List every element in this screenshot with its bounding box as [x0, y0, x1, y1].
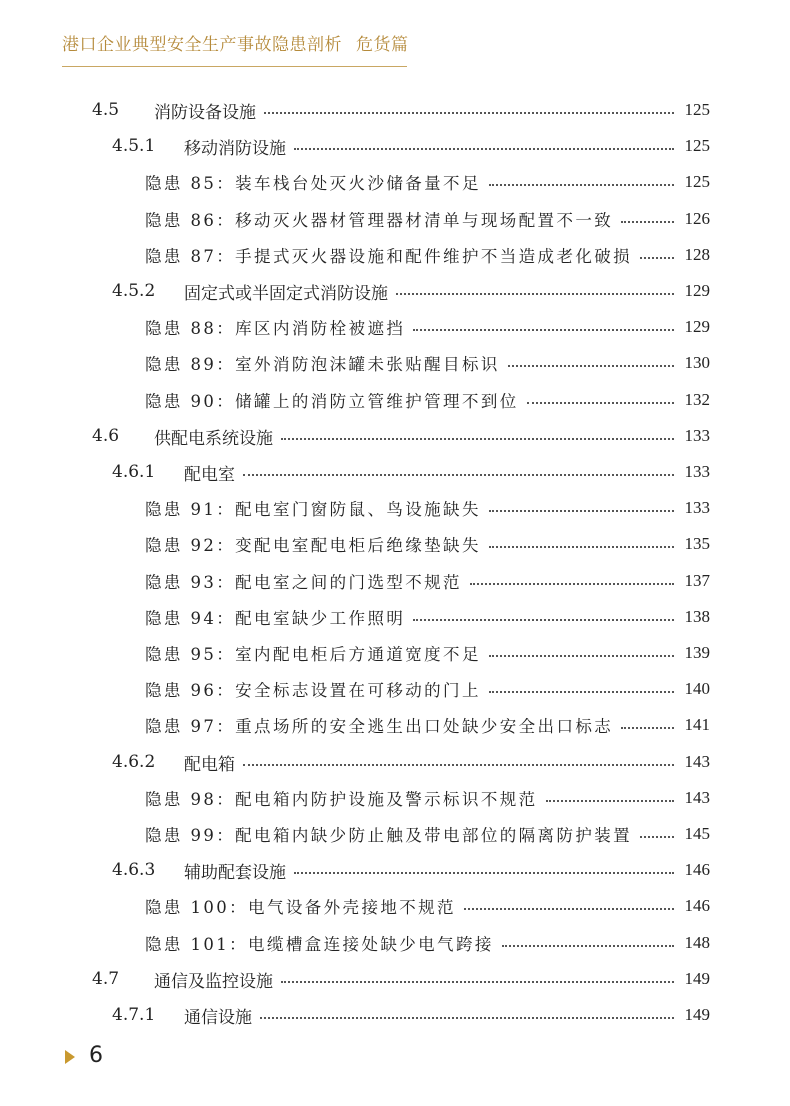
entry-title: 隐患 94：配电室缺少工作照明 — [145, 609, 406, 628]
entry-title: 配电箱 — [184, 754, 235, 775]
toc-entry[interactable] — [112, 748, 710, 776]
entry-title: 隐患 95：室内配电柜后方通道宽度不足 — [145, 645, 481, 664]
toc-entry[interactable] — [112, 1001, 710, 1029]
toc-entry[interactable] — [145, 530, 710, 558]
entry-title: 通信设施 — [184, 1007, 252, 1028]
page-ref: 129 — [684, 281, 710, 300]
section-number: 4.5 — [92, 100, 120, 120]
dot-leader — [413, 327, 674, 331]
dot-leader — [489, 653, 674, 657]
toc-entry[interactable] — [145, 675, 710, 703]
entry-title: 隐患 97：重点场所的安全逃生出口处缺少安全出口标志 — [145, 717, 614, 736]
page-ref: 146 — [684, 860, 710, 879]
entry-title: 隐患 93：配电室之间的门选型不规范 — [145, 573, 462, 592]
entry-title: 供配电系统设施 — [154, 428, 273, 449]
entry-title: 隐患 92：变配电室配电柜后绝缘垫缺失 — [145, 536, 481, 555]
page-ref: 137 — [684, 571, 710, 590]
dot-leader — [489, 544, 674, 548]
section-number: 4.6.2 — [112, 752, 156, 772]
page-ref: 141 — [684, 715, 710, 734]
page-ref: 126 — [684, 209, 710, 228]
section-number: 4.7 — [92, 969, 120, 989]
page-ref: 133 — [684, 462, 710, 481]
book-title: 港口企业典型安全生产事故隐患剖析 — [62, 35, 342, 55]
running-header — [62, 30, 409, 55]
toc-entry[interactable] — [112, 132, 710, 160]
page-ref: 125 — [684, 100, 710, 119]
toc-entry[interactable] — [92, 96, 710, 124]
toc-entry[interactable] — [145, 494, 710, 522]
header-rule — [62, 66, 407, 67]
toc-entry[interactable] — [145, 892, 710, 920]
entry-title: 移动消防设施 — [184, 138, 286, 159]
entry-title: 隐患 101：电缆槽盒连接处缺少电气跨接 — [145, 935, 494, 954]
section-number: 4.6.1 — [112, 462, 156, 482]
entry-title: 隐患 98：配电箱内防护设施及警示标识不规范 — [145, 790, 538, 809]
dot-leader — [264, 110, 674, 114]
toc-entry[interactable] — [145, 205, 710, 233]
dot-leader — [260, 1015, 674, 1019]
toc-entry[interactable] — [145, 567, 710, 595]
dot-leader — [640, 834, 674, 838]
section-number: 4.7.1 — [112, 1005, 156, 1025]
dot-leader — [546, 798, 674, 802]
entry-title: 隐患 99：配电箱内缺少防止触及带电部位的隔离防护装置 — [145, 826, 633, 845]
entry-title: 消防设备设施 — [154, 102, 256, 123]
section-number: 4.6 — [92, 426, 120, 446]
dot-leader — [281, 436, 674, 440]
page-ref: 133 — [684, 426, 710, 445]
page-ref: 139 — [684, 643, 710, 662]
page-ref: 135 — [684, 534, 710, 553]
page-ref: 132 — [684, 390, 710, 409]
toc-entry[interactable] — [92, 965, 710, 993]
toc-entry[interactable] — [145, 929, 710, 957]
dot-leader — [502, 943, 674, 947]
page-ref: 145 — [684, 824, 710, 843]
toc-entry[interactable] — [112, 856, 710, 884]
entry-title: 隐患 100：电气设备外壳接地不规范 — [145, 898, 456, 917]
page-ref: 149 — [684, 969, 710, 988]
entry-title: 固定式或半固定式消防设施 — [184, 283, 388, 304]
entry-title: 隐患 96：安全标志设置在可移动的门上 — [145, 681, 481, 700]
dot-leader — [508, 363, 674, 367]
entry-title: 辅助配套设施 — [184, 862, 286, 883]
page-number: 6 — [89, 1043, 103, 1068]
toc-entry[interactable] — [145, 349, 710, 377]
dot-leader — [243, 472, 674, 476]
toc-entry[interactable] — [145, 241, 710, 269]
entry-title: 隐患 88：库区内消防栓被遮挡 — [145, 319, 406, 338]
dot-leader — [396, 291, 674, 295]
toc-entry[interactable] — [145, 711, 710, 739]
page-ref: 129 — [684, 317, 710, 336]
entry-title: 配电室 — [184, 464, 235, 485]
entry-title: 隐患 91：配电室门窗防鼠、鸟设施缺失 — [145, 500, 481, 519]
dot-leader — [470, 581, 674, 585]
toc-entry[interactable] — [112, 458, 710, 486]
page-ref: 138 — [684, 607, 710, 626]
dot-leader — [621, 219, 674, 223]
toc-entry[interactable] — [145, 168, 710, 196]
dot-leader — [489, 508, 674, 512]
page-ref: 146 — [684, 896, 710, 915]
page-ref: 140 — [684, 679, 710, 698]
page-ref: 128 — [684, 245, 710, 264]
toc-entry[interactable] — [145, 386, 710, 414]
entry-title: 隐患 89：室外消防泡沫罐未张贴醒目标识 — [145, 355, 500, 374]
toc-entry[interactable] — [92, 422, 710, 450]
page-ref: 148 — [684, 933, 710, 952]
dot-leader — [413, 617, 674, 621]
section-number: 4.5.2 — [112, 281, 156, 301]
toc-entry[interactable] — [145, 784, 710, 812]
entry-title: 隐患 85：装车栈台处灭火沙储备量不足 — [145, 174, 481, 193]
dot-leader — [621, 725, 674, 729]
dot-leader — [243, 762, 674, 766]
dot-leader — [294, 870, 674, 874]
volume-name: 危货篇 — [356, 35, 409, 55]
toc-entry[interactable] — [145, 639, 710, 667]
section-number: 4.6.3 — [112, 860, 156, 880]
page-marker-triangle-icon — [65, 1050, 75, 1064]
page-ref: 125 — [684, 136, 710, 155]
dot-leader — [294, 146, 674, 150]
page-ref: 125 — [684, 172, 710, 191]
page-ref: 143 — [684, 788, 710, 807]
page-ref: 149 — [684, 1005, 710, 1024]
section-number: 4.5.1 — [112, 136, 156, 156]
dot-leader — [489, 689, 674, 693]
entry-title: 隐患 86：移动灭火器材管理器材清单与现场配置不一致 — [145, 211, 614, 230]
dot-leader — [489, 182, 674, 186]
dot-leader — [281, 979, 674, 983]
dot-leader — [527, 400, 674, 404]
dot-leader — [464, 906, 674, 910]
entry-title: 隐患 87：手提式灭火器设施和配件维护不当造成老化破损 — [145, 247, 633, 266]
page-ref: 130 — [684, 353, 710, 372]
dot-leader — [640, 255, 674, 259]
entry-title: 通信及监控设施 — [154, 971, 273, 992]
entry-title: 隐患 90：储罐上的消防立管维护管理不到位 — [145, 392, 519, 411]
toc-entry[interactable] — [145, 820, 710, 848]
page-ref: 133 — [684, 498, 710, 517]
page-ref: 143 — [684, 752, 710, 771]
toc-entry[interactable] — [145, 313, 710, 341]
toc-entry[interactable] — [112, 277, 710, 305]
toc-entry[interactable] — [145, 603, 710, 631]
